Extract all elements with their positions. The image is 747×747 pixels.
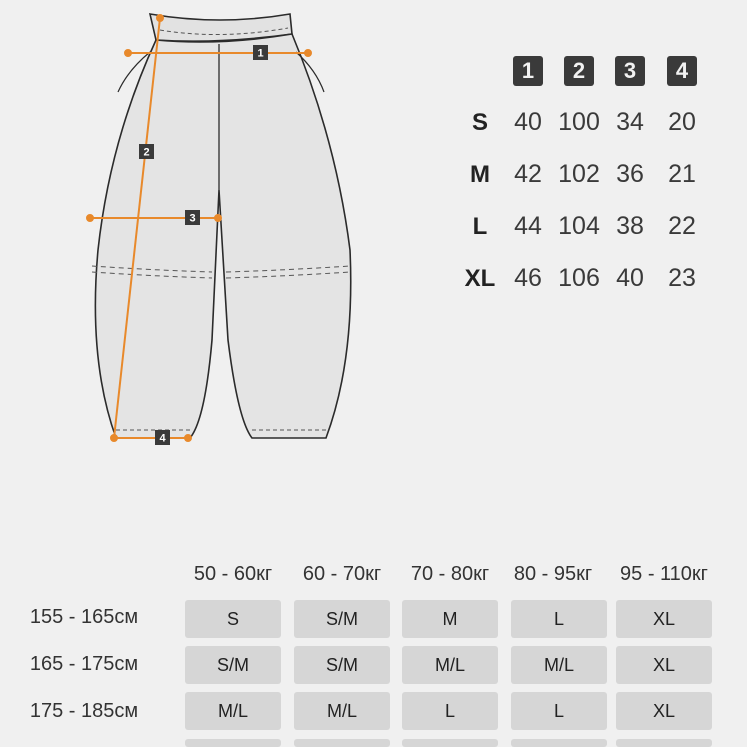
height-label: 175 - 185см: [29, 700, 139, 722]
size-cell: XL: [616, 600, 712, 638]
marker-2: [139, 144, 154, 159]
size-cell: S: [185, 600, 281, 638]
col-header-2: 2: [564, 56, 594, 86]
measure-cell: 100: [558, 108, 600, 136]
measure-cell: 22: [668, 212, 696, 240]
measure-cell: 34: [616, 108, 644, 136]
size-cell-partial: [511, 739, 607, 747]
size-cell: M/L: [185, 692, 281, 730]
size-label: M: [470, 161, 490, 188]
measure-cell: 46: [514, 264, 542, 292]
svg-text:4: 4: [159, 432, 166, 445]
size-cell: XL: [616, 692, 712, 730]
pants-outline: [95, 34, 350, 438]
measure-cell: 36: [616, 160, 644, 188]
size-cell: L: [511, 692, 607, 730]
size-cell-partial: [185, 739, 281, 747]
measure-cell: 106: [558, 264, 600, 292]
size-cell: XL: [616, 646, 712, 684]
size-cell: L: [511, 600, 607, 638]
marker-4: [155, 430, 170, 445]
size-cell: S/M: [294, 646, 390, 684]
size-label: S: [471, 109, 488, 136]
weight-header: 80 - 95кг: [513, 563, 593, 585]
size-cell: M/L: [294, 692, 390, 730]
measure-cell: 21: [668, 160, 696, 188]
measure-cell: 42: [514, 160, 542, 188]
size-cell: S/M: [185, 646, 281, 684]
measure-cell: 20: [668, 108, 696, 136]
measure-cell: 104: [558, 212, 600, 240]
size-cell: L: [402, 692, 498, 730]
col-header-4: 4: [667, 56, 697, 86]
svg-text:1: 1: [257, 47, 264, 60]
size-cell: M/L: [511, 646, 607, 684]
measure-cell: 23: [668, 264, 696, 292]
weight-header: 95 - 110кг: [620, 563, 708, 585]
measure-cell: 44: [514, 212, 542, 240]
size-label: L: [472, 213, 488, 240]
measure-cell: 40: [616, 264, 644, 292]
measure-cell: 38: [616, 212, 644, 240]
svg-text:2: 2: [143, 146, 150, 159]
height-label: 155 - 165см: [29, 606, 139, 628]
size-cell-partial: [616, 739, 712, 747]
svg-text:3: 3: [189, 212, 196, 225]
col-header-1: 1: [513, 56, 543, 86]
size-cell-partial: [294, 739, 390, 747]
col-header-3: 3: [615, 56, 645, 86]
weight-header: 50 - 60кг: [193, 563, 273, 585]
size-cell-partial: [402, 739, 498, 747]
size-cell: M: [402, 600, 498, 638]
weight-header: 60 - 70кг: [302, 563, 382, 585]
size-label: XL: [464, 265, 496, 292]
size-cell: M/L: [402, 646, 498, 684]
marker-1: [253, 45, 268, 60]
marker-3: [185, 210, 200, 225]
height-label: 165 - 175см: [29, 653, 139, 675]
size-cell: S/M: [294, 600, 390, 638]
measure-cell: 40: [514, 108, 542, 136]
weight-header: 70 - 80кг: [410, 563, 490, 585]
measure-cell: 102: [558, 160, 600, 188]
pants-diagram: [0, 0, 380, 460]
